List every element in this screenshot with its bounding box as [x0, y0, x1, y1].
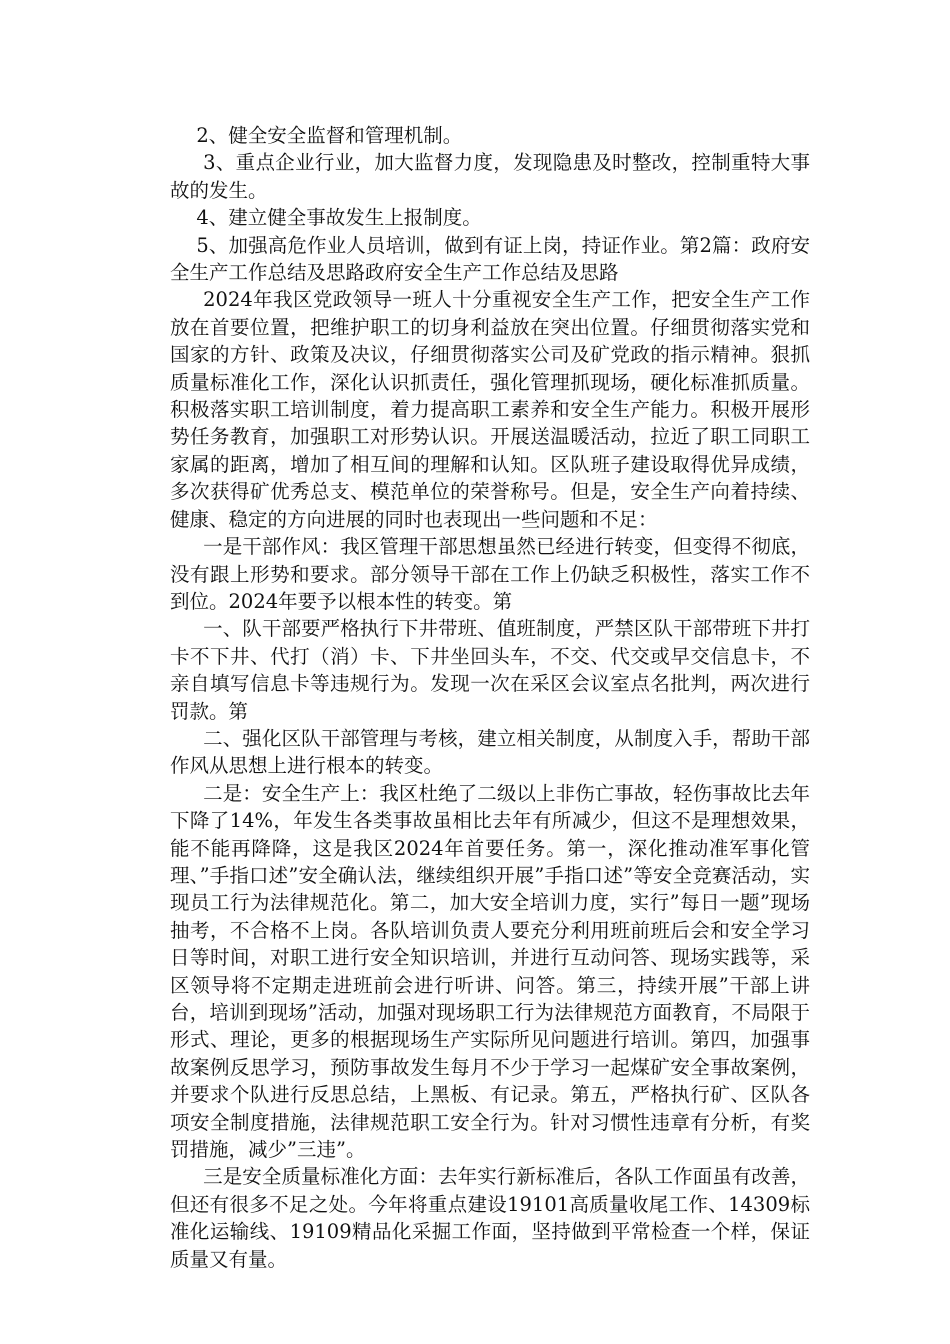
paragraph-item-4: 4、建立健全事故发生上报制度。 — [196, 206, 482, 230]
paragraph-item-5: 5、加强高危作业人员培训，做到有证上岗，持证作业。第2篇：政府安全生产工作总结及思路政府安全生产工作总结及思路 — [170, 233, 810, 285]
paragraph-quality-standard: 三是安全质量标准化方面：去年实行新标准后，各队工作面虽有改善，但还有很多不足之处。今年将重点建设19101高质量收尾工作、14309标准化运输线、19109精品化采掘工作面，坚持做到平常检查一个样，保证质量又有量。 — [170, 1165, 810, 1271]
paragraph-item-3: 3、重点企业行业，加大监督力度，发现隐患及时整改，控制重特大事故的发生。 — [170, 151, 810, 202]
paragraph-item-2: 2、健全安全监督和管理机制。 — [196, 124, 463, 147]
paragraph-cadre-rules: 一、队干部要严格执行下井带班、值班制度，严禁区队干部带班下井打卡不下井、代打（消）卡、下井坐回头车，不交、代交或早交信息卡，不亲自填写信息卡等违规行为。发现一次在采区会议室点名批判，两次进行罚款。第 — [170, 617, 810, 723]
paragraph-summary-2024: 2024年我区党政领导一班人十分重视安全生产工作，把安全生产工作放在首要位置，把维护职工的切身利益放在突出位置。仔细贯彻落实党和国家的方针、政策及决议，仔细贯彻落实公司及矿党政的指示精神。狠抓质量标准化工作，深化认识抓责任，强化管理抓现场，硬化标准抓质量。积极落实职工培训制度，着力提高职工素养和安全生产能力。积极开展形势任务教育，加强职工对形势认识。开展送温暖活动，拉近了职工同职工家属的距离，增加了相互间的理解和认知。区队班子建设取得优异成绩，多次获得矿优秀总支、模范单位的荣誉称号。但是，安全生产向着持续、健康、稳定的方向进展的同时也表现出一些问题和不足： — [170, 288, 810, 531]
paragraph-cadre-management: 二、强化区队干部管理与考核，建立相关制度，从制度入手，帮助干部作风从思想上进行根本的转变。 — [170, 726, 810, 778]
document-page — [170, 122, 810, 1273]
paragraph-safety-production: 二是：安全生产上：我区杜绝了二级以上非伤亡事故，轻伤事故比去年下降了14%，年发生各类事故虽相比去年有所减少，但这不是理想效果，能不能再降降，这是我区2024年首要任务。第一，深化推动准军事化管理、”手指口述”安全确认法，继续组织开展”手指口述”等安全竞赛活动，实现员工行为法律规范化。第二，加大安全培训力度，实行”每日一题”现场抽考，不合格不上岗。各队培训负责人要充分利用班前班后会和安全学习日等时间，对职工进行安全知识培训，并进行互动问答、现场实践等，采区领导将不定期走进班前会进行听讲、问答。第三，持续开展”干部上讲台，培训到现场”活动，加强对现场职工行为法律规范方面教育，不局限于形式、理论，更多的根据现场生产实际所见问题进行培训。第四，加强事故案例反思学习，预防事故发生每月不少于学习一起煤矿安全事故案例，并要求个队进行反思总结，上黑板、有记录。第五，严格执行矿、区队各项安全制度措施，法律规范职工安全行为。针对习惯性违章有分析，有奖罚措施，减少”三违”。 — [170, 781, 810, 1162]
paragraph-cadre-style: 一是干部作风：我区管理干部思想虽然已经进行转变，但变得不彻底，没有跟上形势和要求。部分领导干部在工作上仍缺乏积极性，落实工作不到位。2024年要予以根本性的转变。第 — [170, 535, 810, 613]
